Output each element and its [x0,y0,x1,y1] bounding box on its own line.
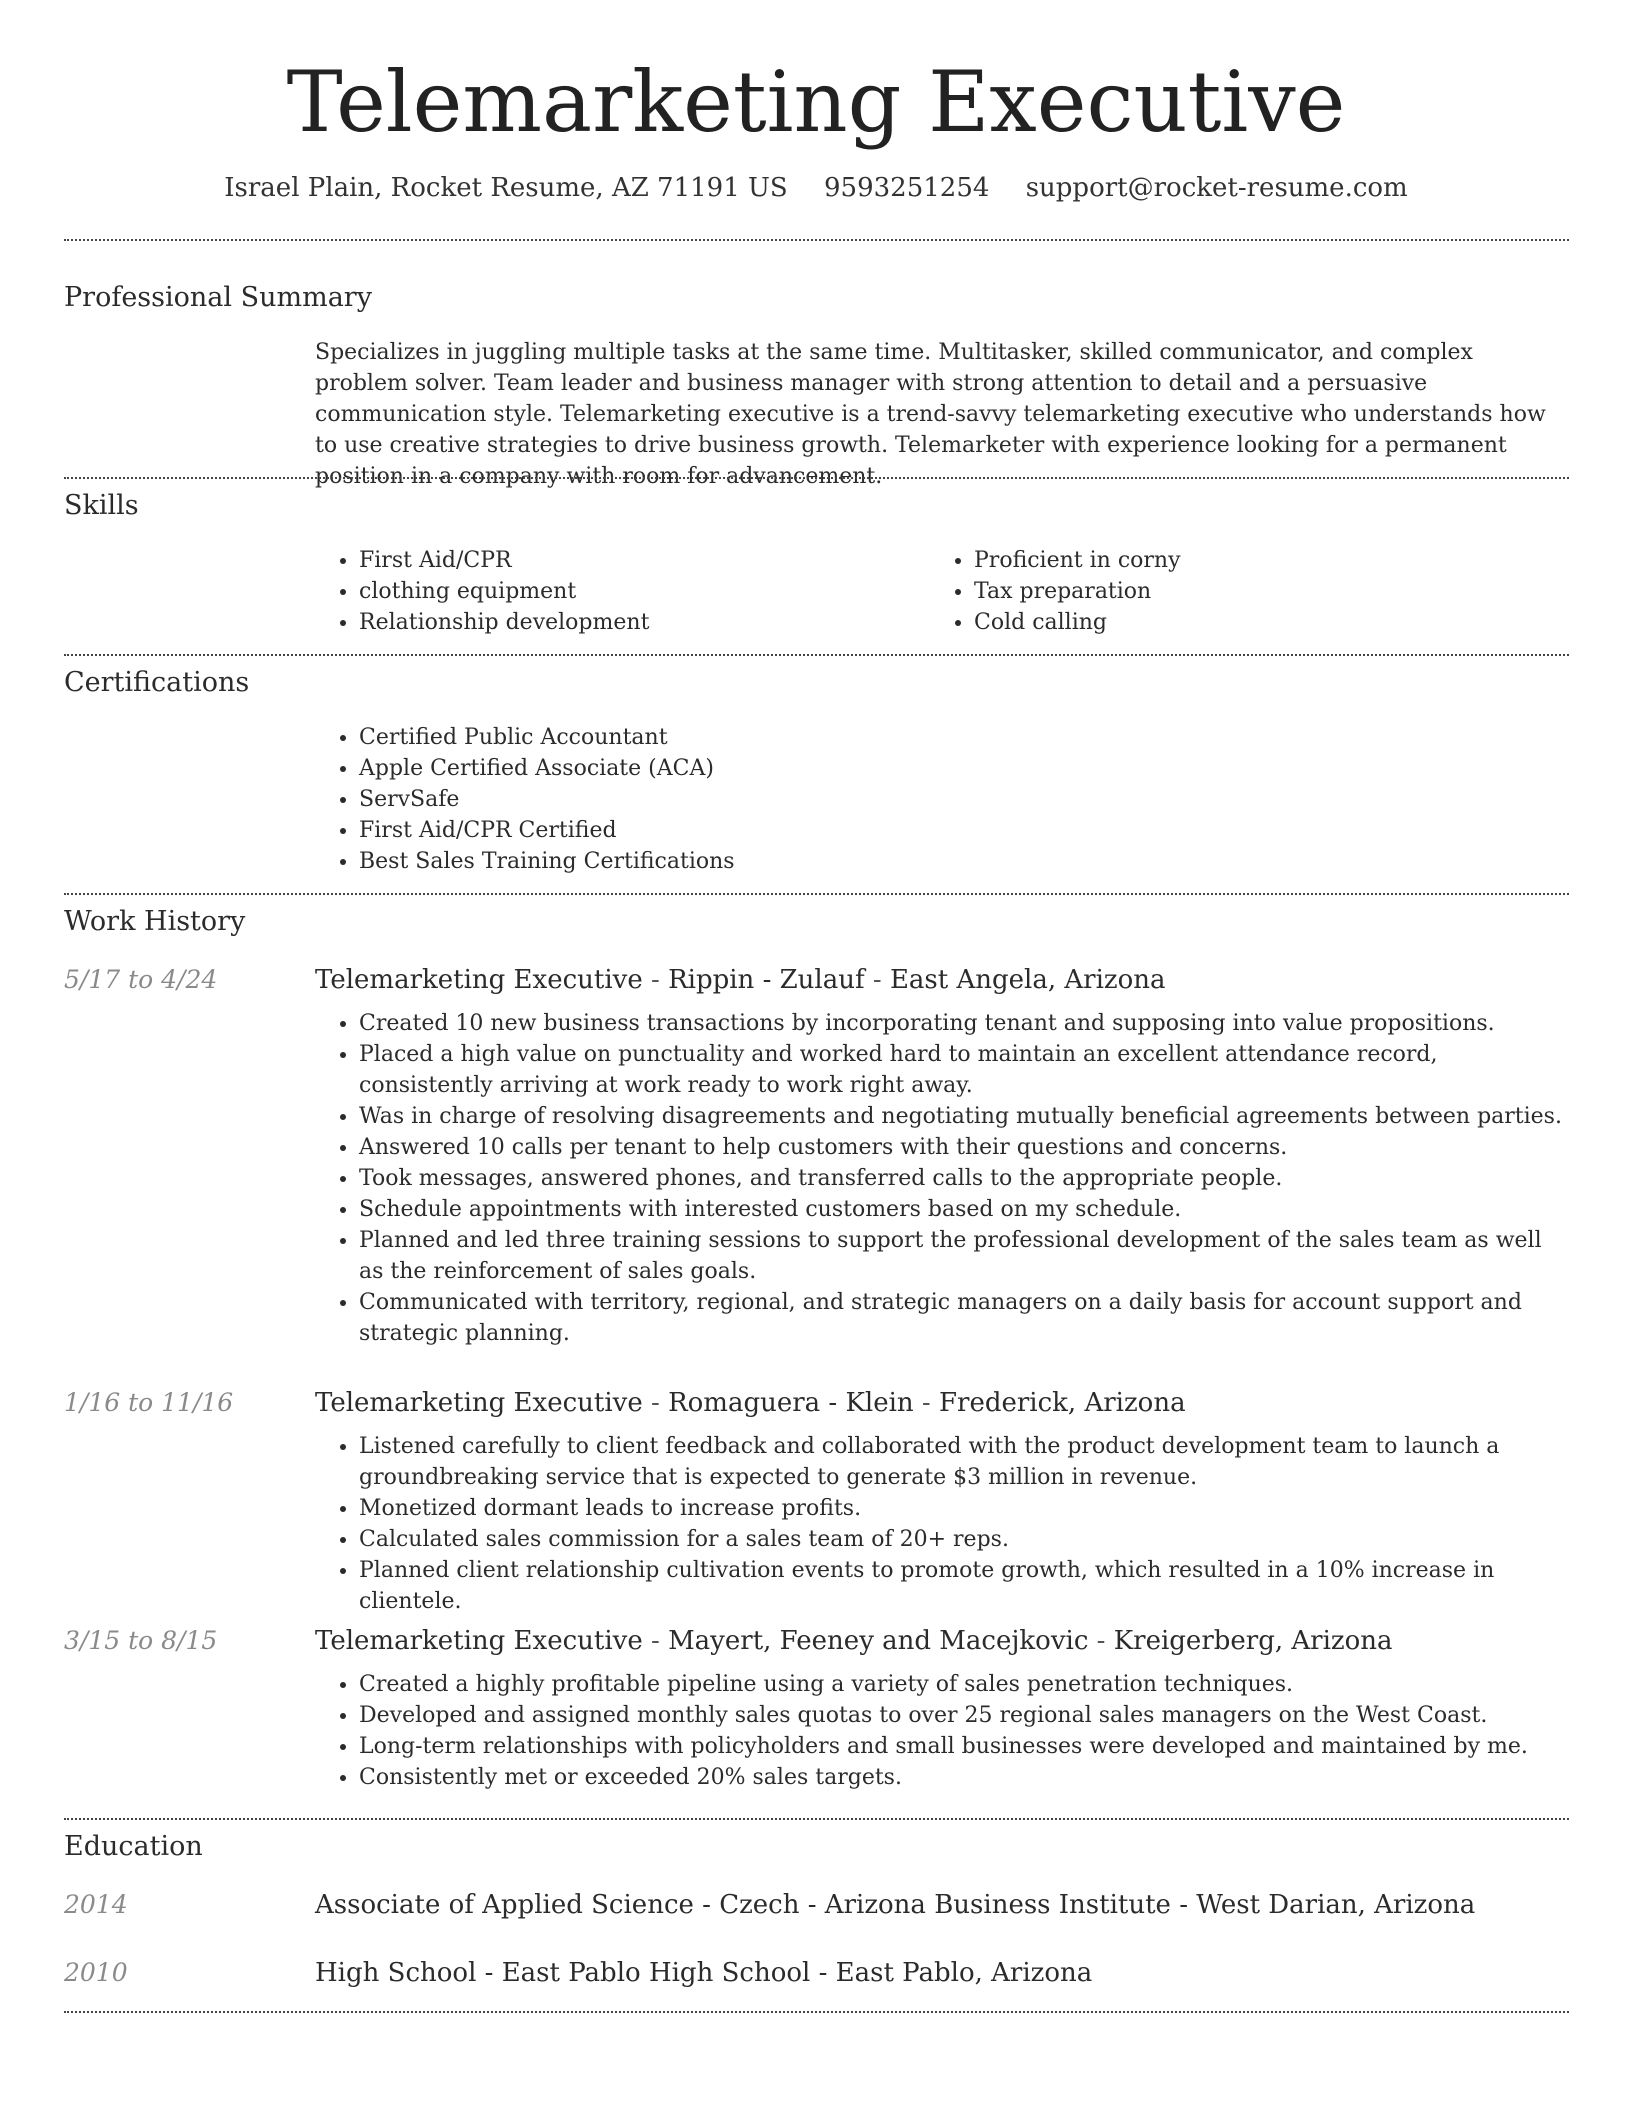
skill-item: • Relationship development [359,607,930,638]
job-title: Telemarketing Executive [315,1388,643,1418]
job-title: Telemarketing Executive [315,1626,643,1656]
certification-item: • Best Sales Training Certifications [359,846,1565,877]
skills-column-right [930,545,1545,638]
job-entry [315,1623,1565,1793]
section-heading-summary: Professional Summary [64,282,372,313]
job-bullet: • Planned and led three training sessions to support the professional development of the sales team as well as the reinforcement of sales goals. [359,1225,1565,1287]
certifications-section [315,722,1565,877]
job-bullet: • Calculated sales commission for a sales team of 20+ reps. [359,1524,1565,1555]
skill-item: • Proficient in corny [974,545,1545,576]
section-heading-education: Education [64,1831,203,1862]
job-bullet: • Developed and assigned monthly sales quotas to over 25 regional sales managers on the West Coast. [359,1700,1565,1731]
job-dates: 5/17 to 4/24 [64,965,218,994]
skill-item: • First Aid/CPR [359,545,930,576]
job-location: East Angela, Arizona [889,965,1166,995]
divider [64,2011,1569,2013]
divider [64,477,1569,479]
skill-item: • Cold calling [974,607,1545,638]
job-entry [315,1385,1565,1617]
contact-address: Israel Plain, Rocket Resume, AZ 71191 US [224,173,788,203]
divider [64,239,1569,241]
job-company: Rippin - Zulauf [668,965,865,995]
divider [64,654,1569,656]
job-company: Romaguera - Klein [668,1388,914,1418]
contact-line [0,170,1632,206]
job-bullet: • Communicated with territory, regional, and strategic managers on a daily basis for account support and strategic planning. [359,1287,1565,1349]
job-bullets [315,1008,1565,1349]
job-bullet: • Was in charge of resolving disagreements and negotiating mutually beneficial agreements between parties. [359,1101,1565,1132]
job-bullet: • Planned client relationship cultivation events to promote growth, which resulted in a 10% increase in clientele. [359,1555,1565,1617]
summary-section [315,337,1565,492]
job-bullet: • Answered 10 calls per tenant to help customers with their questions and concerns. [359,1132,1565,1163]
certification-item: • First Aid/CPR Certified [359,815,1565,846]
certification-item: • ServSafe [359,784,1565,815]
section-heading-skills: Skills [64,490,139,521]
skill-item: • clothing equipment [359,576,930,607]
job-heading: Telemarketing Executive - Rippin - Zulauf - East Angela, Arizona [315,965,1166,995]
skill-item: • Tax preparation [974,576,1545,607]
job-location: Kreigerberg, Arizona [1113,1626,1393,1656]
section-heading-work-history: Work History [64,906,246,937]
job-bullet: • Schedule appointments with interested customers based on my schedule. [359,1194,1565,1225]
job-title: Telemarketing Executive [315,965,643,995]
job-bullets [315,1431,1565,1617]
section-heading-certifications: Certifications [64,667,250,698]
skills-column-left [315,545,930,638]
skills-section [315,545,1565,638]
divider [64,893,1569,895]
job-location: Frederick, Arizona [938,1388,1186,1418]
contact-phone: 9593251254 [824,173,990,203]
job-dates: 1/16 to 11/16 [64,1388,234,1417]
job-bullet: • Created a highly profitable pipeline using a variety of sales penetration techniques. [359,1669,1565,1700]
job-bullet: • Took messages, answered phones, and transferred calls to the appropriate people. [359,1163,1565,1194]
resume-title: Telemarketing Executive [286,53,1346,151]
education-entry [315,1887,1565,1923]
education-year: 2010 [64,1958,128,1987]
job-bullet: • Created 10 new business transactions by incorporating tenant and supposing into value propositions. [359,1008,1565,1039]
education-line: Associate of Applied Science - Czech - Arizona Business Institute - West Darian, Arizona [315,1890,1476,1920]
job-company: Mayert, Feeney and Macejkovic [668,1626,1089,1656]
job-heading: Telemarketing Executive - Mayert, Feeney and Macejkovic - Kreigerberg, Arizona [315,1626,1393,1656]
certification-item: • Apple Certified Associate (ACA) [359,753,1565,784]
job-bullets [315,1669,1565,1793]
job-bullet: • Placed a high value on punctuality and worked hard to maintain an excellent attendance record, consistently arriving at work ready to work right away. [359,1039,1565,1101]
job-entry [315,962,1565,1349]
skills-list-left [315,545,930,638]
certifications-list [315,722,1565,877]
skills-list-right [930,545,1545,638]
education-entry [315,1955,1565,1991]
contact-email: support@rocket-resume.com [1025,173,1408,203]
job-heading: Telemarketing Executive - Romaguera - Klein - Frederick, Arizona [315,1388,1186,1418]
job-bullet: • Listened carefully to client feedback and collaborated with the product development team to launch a groundbreaking service that is expected to generate $3 million in revenue. [359,1431,1565,1493]
job-bullet: • Monetized dormant leads to increase profits. [359,1493,1565,1524]
job-bullet: • Consistently met or exceeded 20% sales targets. [359,1762,1565,1793]
job-dates: 3/15 to 8/15 [64,1626,218,1655]
certification-item: • Certified Public Accountant [359,722,1565,753]
job-bullet: • Long-term relationships with policyholders and small businesses were developed and maintained by me. [359,1731,1565,1762]
education-year: 2014 [64,1890,128,1919]
divider [64,1818,1569,1820]
education-line: High School - East Pablo High School - East Pablo, Arizona [315,1958,1093,1988]
summary-text: Specializes in juggling multiple tasks at the same time. Multitasker, skilled communicator, and complex problem solver. Team leader and business manager with strong attention to detail and a persuasive communication style. Telemarketing executive is a trend-savvy telemarketing executive who understands how to use creative strategies to drive business growth. Telemarketer with experience looking for a permanent position in a company with room for advancement. [315,340,1546,489]
